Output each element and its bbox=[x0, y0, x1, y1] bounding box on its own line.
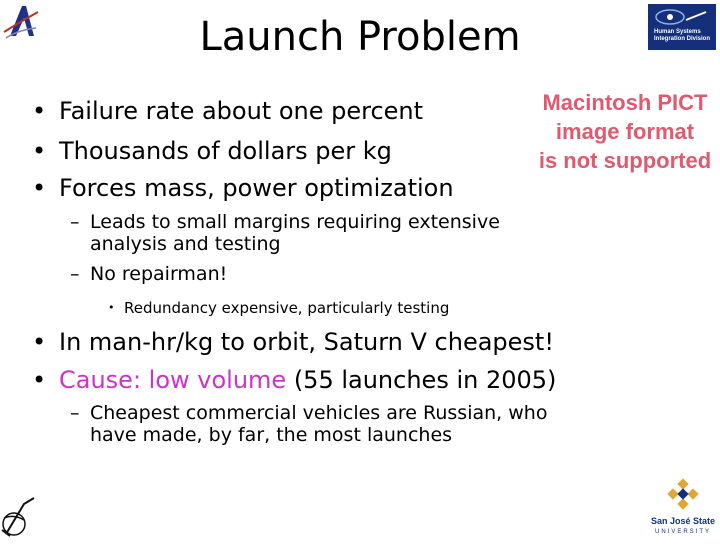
sub-bullet-item bbox=[70, 211, 590, 257]
sub-sub-bullet-dot: • bbox=[108, 301, 115, 314]
bullet-dot: • bbox=[32, 328, 47, 356]
sub-bullet-dash: – bbox=[70, 263, 80, 285]
university-name: San José State bbox=[650, 516, 716, 526]
placeholder-line-3: is not supported bbox=[538, 148, 712, 173]
bullet-item bbox=[32, 170, 502, 206]
bullet-dot: • bbox=[32, 174, 47, 202]
bullet-dot: • bbox=[32, 97, 47, 125]
sub-bullet-text: have made, by far, the most launches bbox=[90, 424, 453, 446]
bullet-item bbox=[32, 362, 652, 398]
sub-bullet-dash: – bbox=[70, 211, 80, 233]
sub-bullet-item bbox=[70, 263, 470, 287]
sub-bullet-text: No repairman! bbox=[90, 263, 228, 285]
bullet-text: Failure rate about one percent bbox=[59, 97, 424, 125]
sub-bullet-dash: – bbox=[70, 402, 80, 424]
university-subtitle: UNIVERSITY bbox=[654, 529, 711, 535]
division-logo-icon bbox=[648, 4, 716, 50]
bullet-text: Forces mass, power optimization bbox=[59, 174, 454, 202]
placeholder-line-1: Macintosh PICT bbox=[542, 90, 708, 115]
image-placeholder bbox=[525, 88, 720, 175]
bullet-item bbox=[32, 133, 502, 169]
bullet-item bbox=[32, 93, 502, 129]
sub-bullet-item bbox=[70, 402, 650, 448]
bullet-text: Thousands of dollars per kg bbox=[59, 137, 392, 165]
bullet-item bbox=[32, 324, 652, 360]
sub-sub-bullet-text: Redundancy expensive, particularly testing bbox=[124, 299, 450, 317]
bullet-highlight-text: Cause: low volume bbox=[59, 366, 287, 394]
bullet-dot: • bbox=[32, 366, 47, 394]
sub-bullet-text: Cheapest commercial vehicles are Russian, who bbox=[90, 402, 548, 424]
slide-title: Launch Problem bbox=[199, 14, 521, 60]
agency-logo-icon bbox=[2, 2, 40, 40]
sub-sub-bullet-item bbox=[108, 298, 528, 318]
spacecraft-logo-icon bbox=[0, 496, 40, 540]
placeholder-line-2: image format bbox=[555, 119, 695, 144]
bullet-dot: • bbox=[32, 137, 47, 165]
sub-bullet-text: Leads to small margins requiring extensive bbox=[90, 211, 500, 233]
bullet-text: (55 launches in 2005) bbox=[286, 366, 557, 394]
sub-bullet-text: analysis and testing bbox=[90, 233, 281, 255]
division-name: Human Systems Integration Division bbox=[654, 29, 711, 42]
bullet-text: In man-hr/kg to orbit, Saturn V cheapest! bbox=[59, 328, 554, 356]
university-seal-icon bbox=[648, 478, 718, 540]
